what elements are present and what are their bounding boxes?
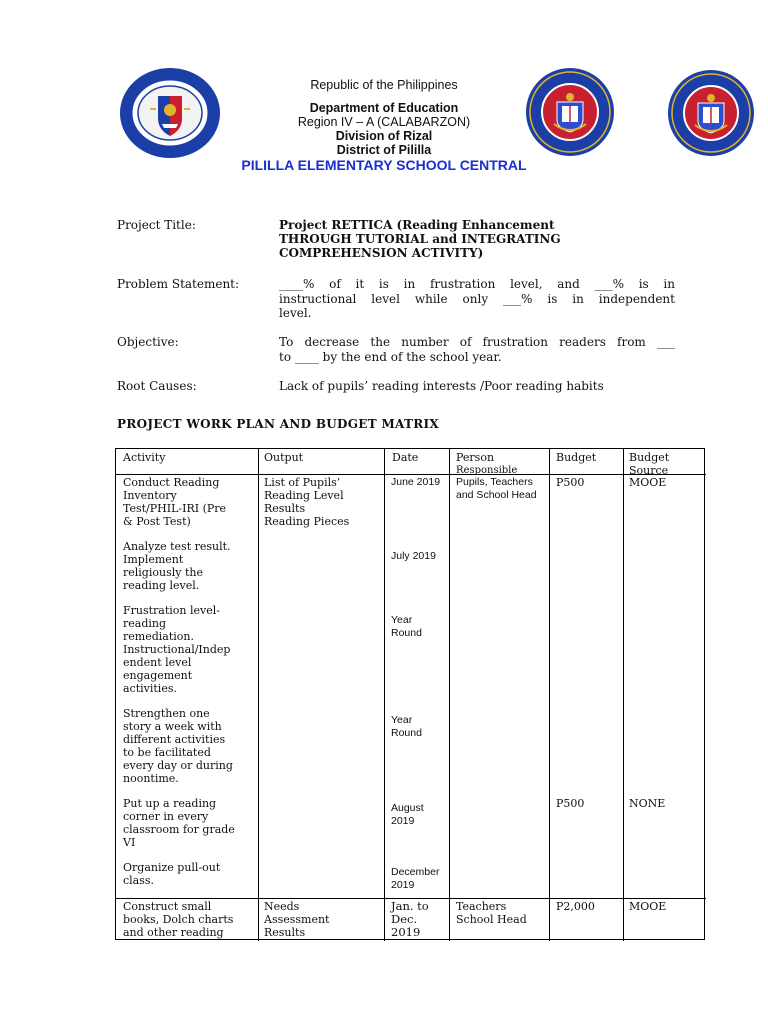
activity-2-line-1: Analyze test result. [123,540,231,553]
date-1: June 2019 [391,476,441,488]
objective-line-1: To decrease the number of frustration readers from ___ [279,335,675,349]
budget-row2: P2,000 [556,900,595,913]
col-header-person [456,451,517,477]
date-6-line-1: December [391,866,440,878]
district-line: District of Pililla [336,143,432,157]
col-header-activity: Activity [123,451,166,464]
matrix-heading: PROJECT WORK PLAN AND BUDGET MATRIX [117,417,440,431]
activity-row2-line-3: and other reading [123,926,224,939]
person-row2 [456,900,527,926]
activity-row2-line-1: Construct small [123,900,212,913]
department-line: Department of Education [309,101,459,115]
col-header-person-line-2: Responsible [456,465,518,476]
person-row2-line-2: School Head [456,913,527,926]
output-1-line-2: Reading Level [264,489,344,502]
activity-2-line-4: reading level. [123,579,200,592]
output-row2-line-2: Assessment [264,913,330,926]
school-name: PILILLA ELEMENTARY SCHOOL CENTRAL [241,157,527,173]
activity-5-line-1: Put up a reading [123,797,217,810]
source-1: MOOE [629,476,667,489]
date-6-line-2: 2019 [391,879,415,891]
date-3 [391,614,422,640]
project-title-line-1: Project RETTICA (Reading Enhancement [279,218,555,232]
output-row2-line-3: Results [264,926,306,939]
activity-6-line-1: Organize pull-out [123,861,221,874]
activity-4-line-4: to be facilitated [123,746,211,759]
person-row2-line-1: Teachers [456,900,507,913]
date-4-line-2: Round [391,727,422,739]
date-row2-line-2: Dec. [391,912,418,926]
date-4 [391,714,422,740]
region-line: Region IV – A (CALABARZON) [297,115,471,129]
activity-3-line-6: engagement [123,669,193,682]
activity-3-line-3: remediation. [123,630,194,643]
activity-row2-line-2: books, Dolch charts [123,913,234,926]
col-header-date: Date [392,451,419,464]
activity-1 [123,476,226,528]
activity-4-line-3: different activities [123,733,226,746]
activity-6 [123,861,220,887]
activity-5-line-3: classroom for grade [123,823,235,836]
activity-2 [123,540,231,592]
activity-4-line-2: story a week with [123,720,222,733]
activity-2-line-2: Implement [123,553,184,566]
objective-label: Objective: [117,335,179,349]
output-1-line-3: Results [264,502,306,515]
problem-statement-line-1: ____% of it is in frustration level, and ___% is in [279,277,675,291]
date-row2 [391,900,429,939]
problem-statement-line-2: instructional level while only ___% is in independent [279,292,675,306]
problem-statement-label: Problem Statement: [117,277,240,291]
date-6 [391,866,439,892]
person-1 [456,476,537,502]
budget-1: P500 [556,476,585,489]
person-1-line-2: and School Head [456,489,537,501]
date-2: July 2019 [391,550,436,562]
col-header-person-line-1: Person [456,451,495,464]
date-row2-line-1: Jan. to [391,899,429,913]
output-1 [264,476,349,528]
school-seal-right [666,68,756,158]
activity-4 [123,707,233,785]
source-row2: MOOE [629,900,667,913]
activity-5-line-4: VI [123,836,136,849]
col-header-output: Output [264,451,304,464]
work-plan-table [115,448,705,940]
date-5-line-2: 2019 [391,815,415,827]
activity-3-line-2: reading [123,617,167,630]
activity-3-line-7: activities. [123,682,177,695]
school-seal-left [524,66,616,158]
activity-3-line-1: Frustration level- [123,604,220,617]
activity-6-line-2: class. [123,874,155,887]
budget-2: P500 [556,797,585,810]
project-title-label: Project Title: [117,218,196,232]
col-header-source-line-1: Budget [629,451,670,464]
division-line: Division of Rizal [335,129,433,143]
source-2: NONE [629,797,666,810]
col-header-source-line-2: Source [629,464,669,477]
republic-line: Republic of the Philippines [310,78,458,92]
activity-row2 [123,900,233,939]
activity-3-line-4: Instructional/Indep [123,643,231,656]
date-3-line-2: Round [391,627,422,639]
output-1-line-4: Reading Pieces [264,515,350,528]
date-3-line-1: Year [391,614,413,626]
activity-5-line-2: corner in every [123,810,209,823]
activity-1-line-4: & Post Test) [123,515,191,528]
root-causes-label: Root Causes: [117,379,197,393]
problem-statement-line-3: level. [279,306,312,320]
activity-5 [123,797,235,849]
activity-4-line-6: noontime. [123,772,179,785]
activity-3 [123,604,230,695]
col-header-source [629,451,669,477]
output-row2 [264,900,329,939]
activity-3-line-5: endent level [123,656,192,669]
output-1-line-1: List of Pupils’ [264,476,341,489]
project-title-line-2: THROUGH TUTORIAL and INTEGRATING [279,232,561,246]
root-causes-value: Lack of pupils’ reading interests /Poor reading habits [279,379,604,393]
date-5 [391,802,424,828]
activity-4-line-5: every day or during [123,759,233,772]
activity-1-line-2: Inventory [123,489,177,502]
activity-2-line-3: religiously the [123,566,203,579]
person-1-line-1: Pupils, Teachers [456,476,533,488]
date-4-line-1: Year [391,714,413,726]
objective-line-2: to ____ by the end of the school year. [279,350,502,364]
activity-1-line-1: Conduct Reading [123,476,220,489]
activity-4-line-1: Strengthen one [123,707,210,720]
date-row2-line-3: 2019 [391,925,421,939]
output-row2-line-1: Needs [264,900,300,913]
col-header-budget: Budget [556,451,597,464]
project-title-line-3: COMPREHENSION ACTIVITY) [279,246,484,260]
date-5-line-1: August [391,802,424,814]
activity-1-line-3: Test/PHIL-IRI (Pre [123,502,227,515]
